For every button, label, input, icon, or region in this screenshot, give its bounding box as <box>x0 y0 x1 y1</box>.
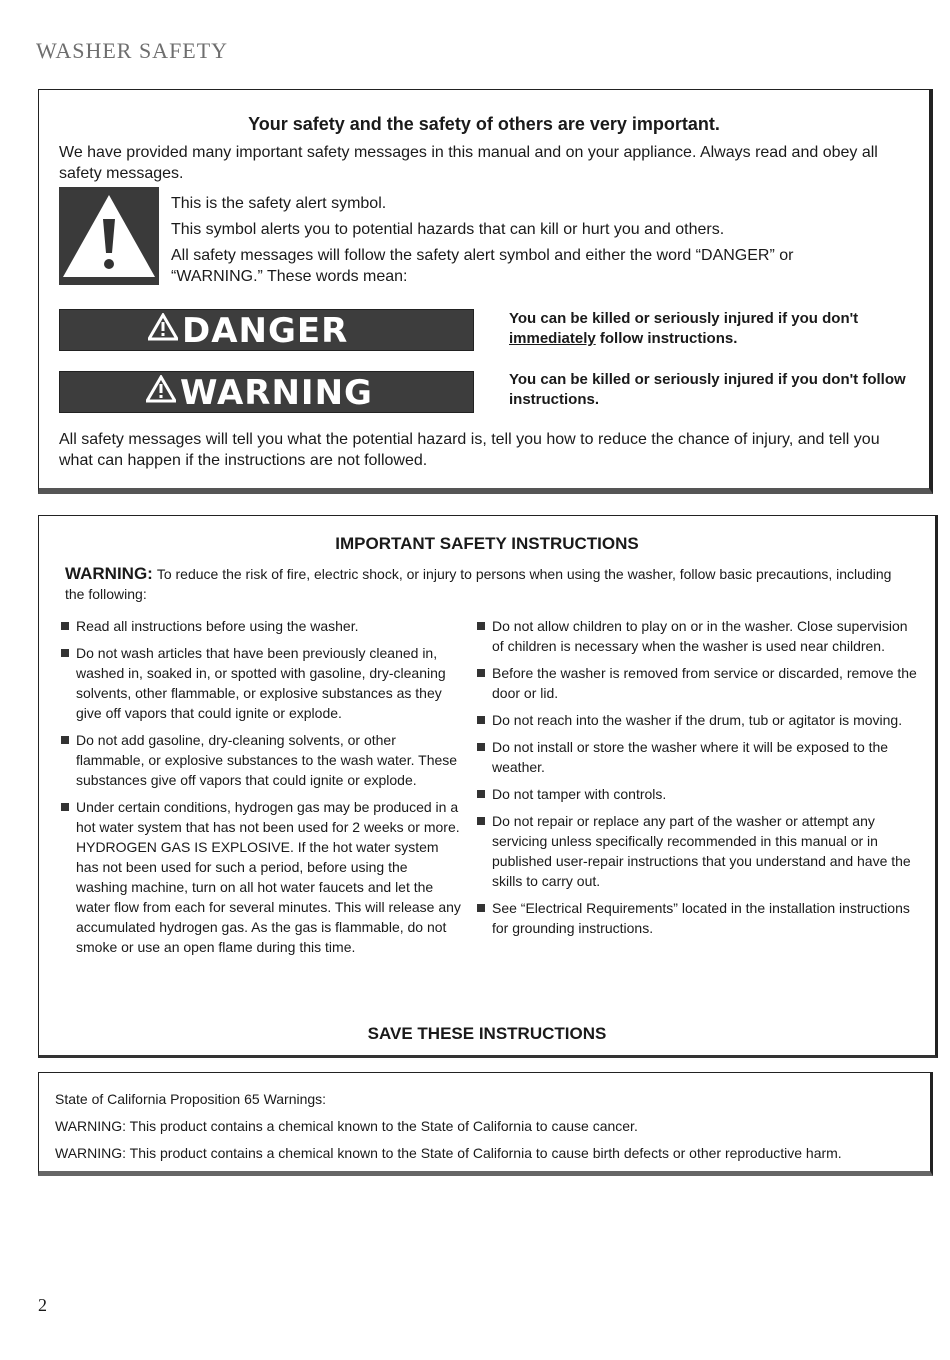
list-item: Under certain conditions, hydrogen gas may be produced in a hot water system that has not been used for 2 weeks or more. HYDROGEN GAS IS EXPLOSIVE. If the hot water system has not been used for such a period, before using the washing machine, turn on all hot water faucets and let the water flow from each for several minutes. This will release any accumulated hydrogen gas. As the gas is flammable, do not smoke or use an open flame during this time. <box>61 797 461 957</box>
list-item: Do not repair or replace any part of the washer or attempt any servicing unless specifically recommended in this manual or in published user-repair instructions that you understand and have the skills to carry out. <box>477 811 917 891</box>
instructions-right-column <box>477 616 917 945</box>
prop65-warnings-box <box>38 1072 933 1176</box>
safety-intro: We have provided many important safety messages in this manual and on your appliance. Always read and obey all safety messages. <box>59 144 878 182</box>
list-item: Do not wash articles that have been previously cleaned in, washed in, soaked in, or spotted with gasoline, dry-cleaning solvents, other flammable, or explosive substances as they give off vapors that could ignite or explode. <box>61 643 461 723</box>
list-item: Do not allow children to play on or in the washer. Close supervision of children is necessary when the washer is used near children. <box>477 616 917 656</box>
list-item: Do not install or store the washer where it will be exposed to the weather. <box>477 737 917 777</box>
warning-banner <box>59 371 474 413</box>
warning-label: WARNING <box>180 373 373 413</box>
save-instructions-footer: SAVE THESE INSTRUCTIONS <box>367 1024 607 1043</box>
instructions-left-column <box>61 616 461 964</box>
list-item: Read all instructions before using the washer. <box>61 616 461 636</box>
prop65-line: State of California Proposition 65 Warnings: <box>55 1091 327 1107</box>
prop65-line: WARNING: This product contains a chemical known to the State of California to cause birth defects or other reproductive harm. <box>55 1145 842 1161</box>
danger-banner <box>59 309 474 351</box>
warning-description: You can be killed or seriously injured if you don't follow instructions. <box>509 371 906 408</box>
alert-line: This is the safety alert symbol. <box>171 195 387 212</box>
instructions-warning <box>65 564 905 604</box>
safety-heading: Your safety and the safety of others are very important. <box>248 114 720 134</box>
danger-alert-icon <box>148 309 178 351</box>
alert-line: This symbol alerts you to potential hazards that can kill or hurt you and others. <box>171 221 725 238</box>
list-item: See “Electrical Requirements” located in the installation instructions for grounding instructions. <box>477 898 917 938</box>
danger-label: DANGER <box>182 311 349 351</box>
list-item: Do not tamper with controls. <box>477 784 917 804</box>
list-item: Do not reach into the washer if the drum, tub or agitator is moving. <box>477 710 917 730</box>
instructions-heading: IMPORTANT SAFETY INSTRUCTIONS <box>335 534 639 553</box>
page-number: 2 <box>38 1295 47 1315</box>
list-item: Before the washer is removed from service or discarded, remove the door or lid. <box>477 663 917 703</box>
danger-emphasis: immediately <box>509 330 596 347</box>
safety-outro: All safety messages will tell you what the potential hazard is, tell you how to reduce the chance of injury, and tell you what can happen if the instructions are not followed. <box>59 431 880 469</box>
page-title: WASHER SAFETY <box>36 38 229 63</box>
prop65-line: WARNING: This product contains a chemical known to the State of California to cause cancer. <box>55 1118 638 1134</box>
alert-symbol-explanation <box>171 193 871 292</box>
alert-line: All safety messages will follow the safety alert symbol and either the word “DANGER” or “WARNING.” These words mean: <box>171 247 794 285</box>
safety-message-box <box>38 89 933 494</box>
danger-description: You can be killed or seriously injured if you don't immediately follow instructions. <box>509 310 859 347</box>
warning-alert-icon <box>146 371 176 413</box>
safety-alert-triangle-icon <box>59 187 159 285</box>
warning-label: WARNING: <box>65 564 153 583</box>
warning-text: To reduce the risk of fire, electric shock, or injury to persons when using the washer, follow basic precautions, including the following: <box>65 566 892 602</box>
list-item: Do not add gasoline, dry-cleaning solvents, or other flammable, or explosive substances to the wash water. These substances give off vapors that could ignite or explode. <box>61 730 461 790</box>
important-safety-instructions-box <box>38 515 938 1058</box>
